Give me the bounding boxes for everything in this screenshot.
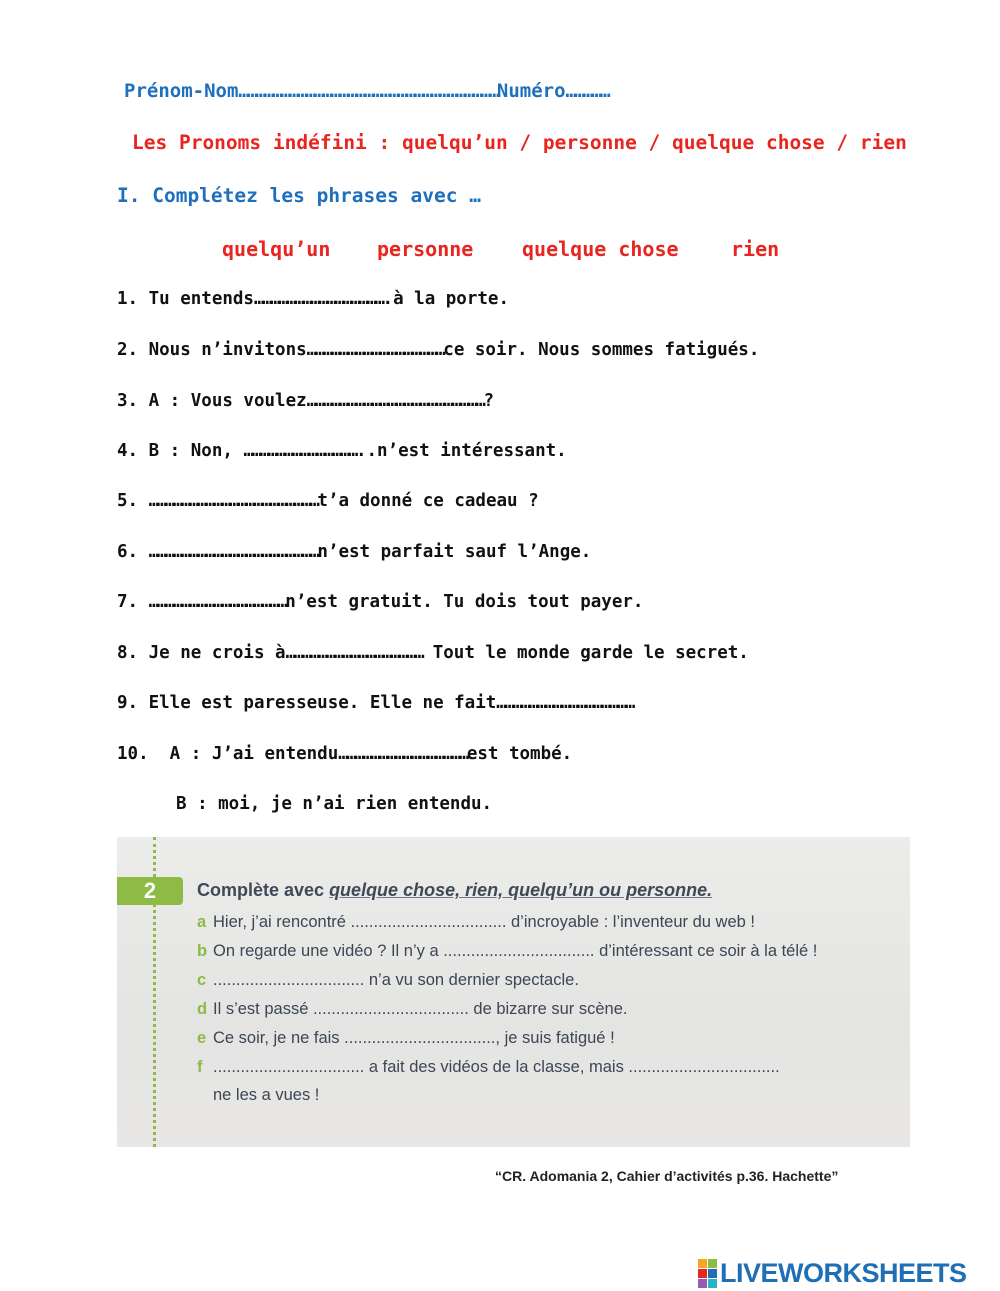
exercise-5: 5. ………………………………………………………t’a donné ce cadeau ? bbox=[117, 491, 539, 511]
textbook-item: ne les a vues ! bbox=[213, 1086, 320, 1104]
name-number-line bbox=[124, 80, 608, 102]
exercise-4: 4. B : Non, ……………………………………..n’est intéressant. bbox=[117, 441, 567, 461]
word-bank-item: quelqu’un bbox=[222, 237, 331, 261]
textbook-excerpt bbox=[117, 837, 910, 1147]
textbook-instruction: Complète avec quelque chose, rien, quelqu’un ou personne. bbox=[197, 880, 713, 900]
answer-blank-10[interactable]: ………………………………………… bbox=[338, 744, 467, 764]
worksheet-title: Les Pronoms indéfini : quelqu’un / personne / quelque chose / rien bbox=[132, 131, 907, 154]
liveworksheets-logo[interactable] bbox=[698, 1258, 967, 1288]
exercise-3: 3. A : Vous voulez…………………………………………………………? bbox=[117, 391, 494, 411]
answer-blank-3[interactable]: ………………………………………………………… bbox=[306, 391, 484, 411]
answer-blank-4[interactable]: …………………………………… bbox=[243, 441, 356, 461]
exercise-7: 7. ……………………………………………n’est gratuit. Tu dois tout payer. bbox=[117, 592, 644, 612]
answer-blank-2[interactable]: …………………………………………… bbox=[306, 340, 444, 360]
exercise-2: 2. Nous n’invitons……………………………………………ce soir. Nous sommes fatigués. bbox=[117, 340, 760, 360]
exercise-8: 8. Je ne crois à…………………………………………… Tout le monde garde le secret. bbox=[117, 643, 749, 663]
word-bank-item: personne bbox=[377, 237, 474, 261]
textbook-item: b On regarde une vidéo ? Il n’y a ................................. d’intéressant ce soir à la télé ! bbox=[197, 942, 818, 960]
textbook-item: a Hier, j’ai rencontré .................................. d’incroyable : l’inventeur du web ! bbox=[197, 913, 755, 931]
exercise-10: 10. A : J’ai entendu…………………………………………est tombé. bbox=[117, 744, 573, 764]
answer-blank-9[interactable]: …………………………………………… bbox=[496, 693, 633, 713]
word-bank-item: rien bbox=[731, 237, 780, 261]
exercise-10-b: B : moi, je n’ai rien entendu. bbox=[176, 794, 493, 814]
section-heading: I. Complétez les phrases avec … bbox=[117, 184, 481, 207]
logo-text: LIVEWORKSHEETS bbox=[720, 1257, 967, 1288]
source-citation: “CR. Adomania 2, Cahier d’activités p.36. Hachette” bbox=[495, 1168, 839, 1184]
answer-blank-6[interactable]: ……………………………………………………… bbox=[148, 542, 318, 562]
exercise-1: 1. Tu entends………………………………………….à la porte. bbox=[117, 289, 509, 309]
textbook-item: f ................................. a fait des vidéos de la classe, mais ................................. bbox=[197, 1058, 780, 1076]
name-field[interactable]: ………………………………………………………………………………… bbox=[238, 80, 497, 102]
exercise-9: 9. Elle est paresseuse. Elle ne fait…………………………………………… bbox=[117, 693, 633, 713]
exercise-6: 6. ………………………………………………………n’est parfait sauf l’Ange. bbox=[117, 542, 592, 562]
number-label: Numéro bbox=[496, 80, 566, 102]
exercise-number-badge: 2 bbox=[117, 877, 183, 905]
number-field[interactable]: …………… bbox=[565, 80, 608, 102]
answer-blank-8[interactable]: …………………………………………… bbox=[285, 643, 423, 663]
answer-blank-5[interactable]: ……………………………………………………… bbox=[148, 491, 318, 511]
word-bank-item: quelque chose bbox=[522, 237, 679, 261]
textbook-item: d Il s’est passé .................................. de bizarre sur scène. bbox=[197, 1000, 628, 1018]
answer-blank-7[interactable]: …………………………………………… bbox=[148, 592, 286, 612]
logo-mark-icon bbox=[698, 1259, 717, 1288]
textbook-item: c ................................. n’a vu son dernier spectacle. bbox=[197, 971, 579, 989]
name-label: Prénom-Nom bbox=[124, 80, 239, 102]
answer-blank-1[interactable]: ………………………………………… bbox=[253, 289, 383, 309]
textbook-item: e Ce soir, je ne fais ................................., je suis fatigué ! bbox=[197, 1029, 615, 1047]
